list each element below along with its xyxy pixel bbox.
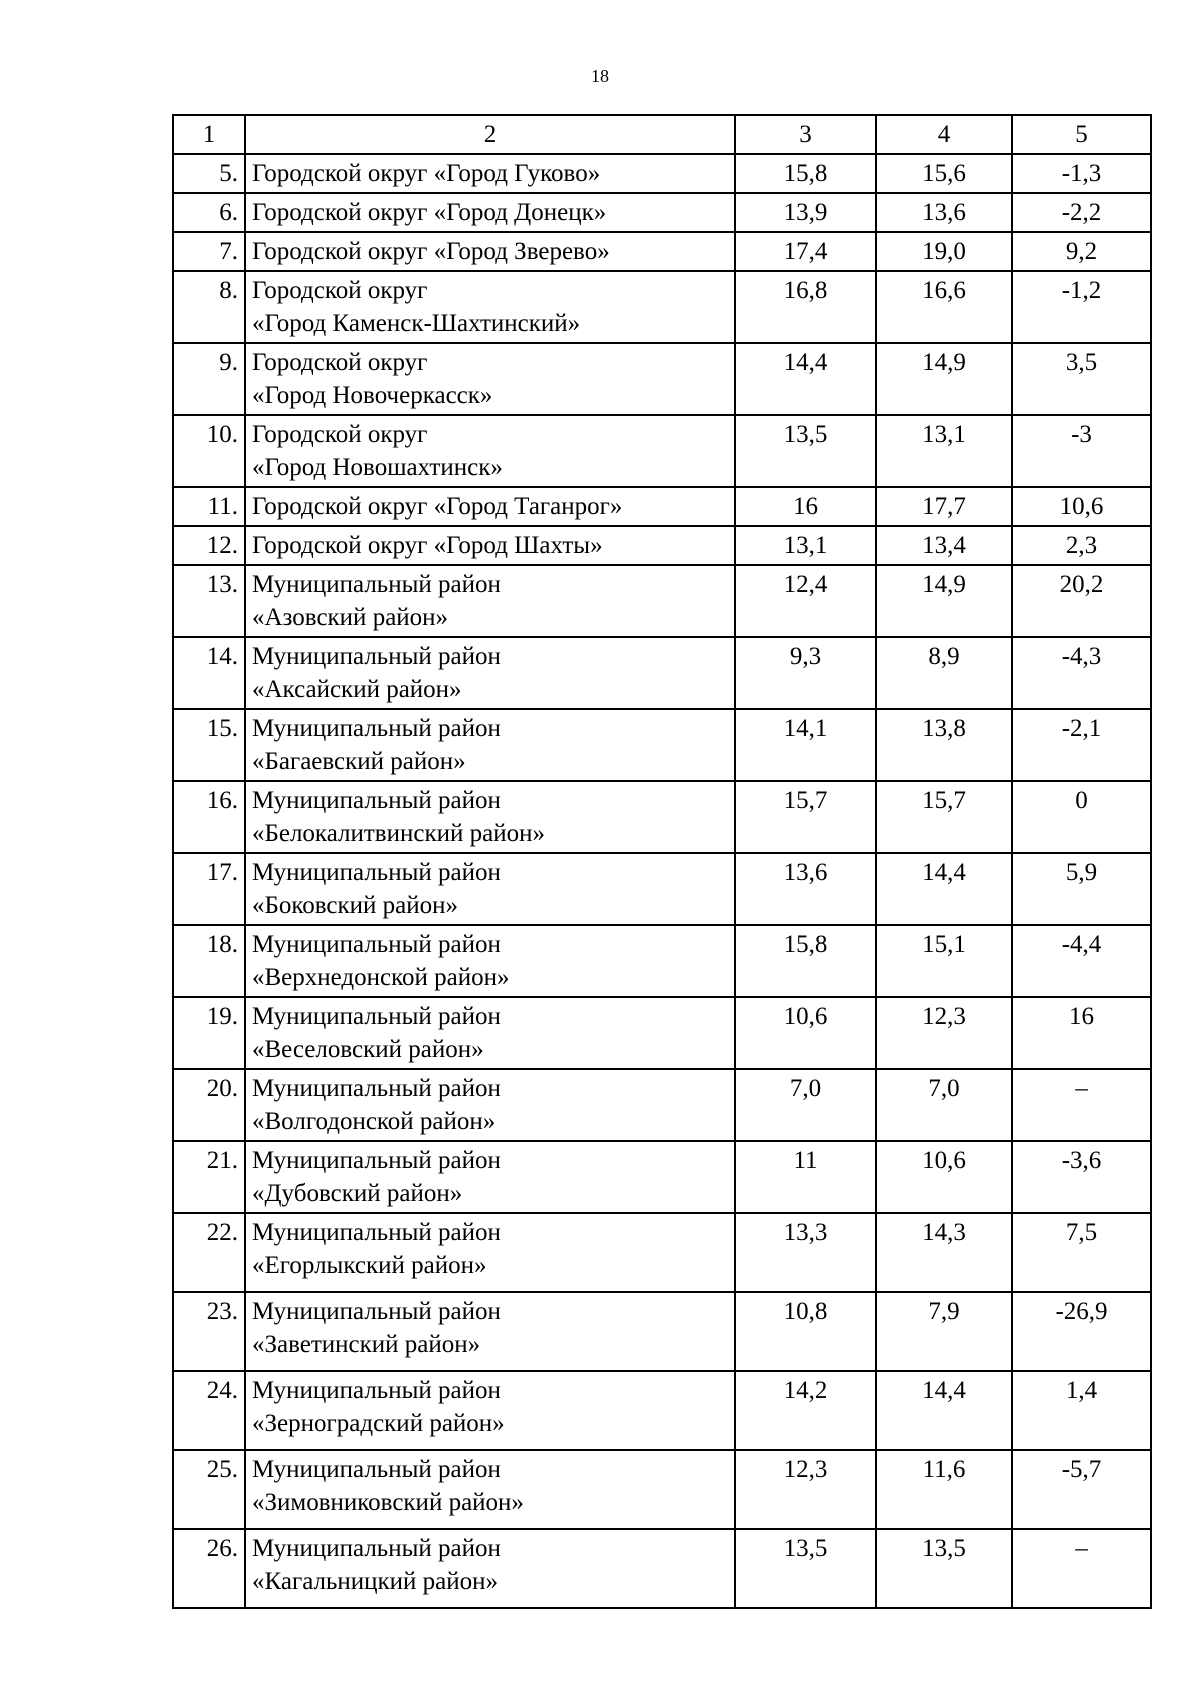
municipality-name-line: «Город Новошахтинск» <box>252 454 503 481</box>
value-cell-col5: 1,4 <box>1012 1371 1151 1450</box>
table-row <box>173 709 1151 781</box>
municipality-name-cell <box>245 193 735 232</box>
municipality-name-line: «Заветинский район» <box>252 1331 481 1358</box>
value-cell-col5: -1,2 <box>1012 271 1151 343</box>
value-cell-col4: 12,3 <box>876 997 1012 1069</box>
table-row <box>173 565 1151 637</box>
value-cell-col5: -3 <box>1012 415 1151 487</box>
municipality-name-cell <box>245 1069 735 1141</box>
table-row <box>173 997 1151 1069</box>
table-row <box>173 781 1151 853</box>
table-row <box>173 271 1151 343</box>
value-cell-col4: 19,0 <box>876 232 1012 271</box>
municipality-name-cell <box>245 565 735 637</box>
table-row <box>173 1069 1151 1141</box>
row-number-cell: 23. <box>173 1292 245 1371</box>
municipality-name-cell <box>245 925 735 997</box>
value-cell-col4: 14,3 <box>876 1213 1012 1292</box>
row-number-cell: 11. <box>173 487 245 526</box>
value-cell-col3: 9,3 <box>735 637 876 709</box>
municipality-name-line: «Егорлыкский район» <box>252 1252 487 1279</box>
table-row <box>173 526 1151 565</box>
value-cell-col5: 7,5 <box>1012 1213 1151 1292</box>
municipality-name-cell <box>245 709 735 781</box>
municipality-name-line: «Аксайский район» <box>252 676 462 703</box>
municipality-name-line: Муниципальный район <box>252 643 501 670</box>
row-number-cell: 22. <box>173 1213 245 1292</box>
value-cell-col4: 14,9 <box>876 565 1012 637</box>
value-cell-col5: 0 <box>1012 781 1151 853</box>
municipality-name-line: Городской округ <box>252 349 428 376</box>
row-number-cell: 7. <box>173 232 245 271</box>
value-cell-col4: 15,1 <box>876 925 1012 997</box>
municipality-name-line: «Волгодонской район» <box>252 1108 496 1135</box>
value-cell-col3: 12,4 <box>735 565 876 637</box>
value-cell-col4: 13,8 <box>876 709 1012 781</box>
municipality-name-line: Городской округ «Город Шахты» <box>252 532 603 559</box>
table-row <box>173 154 1151 193</box>
value-cell-col5: -1,3 <box>1012 154 1151 193</box>
value-cell-col5: -2,2 <box>1012 193 1151 232</box>
municipality-name-cell <box>245 1371 735 1450</box>
municipality-name-line: Городской округ <box>252 421 428 448</box>
value-cell-col3: 13,5 <box>735 415 876 487</box>
value-cell-col3: 12,3 <box>735 1450 876 1529</box>
municipality-name-line: «Белокалитвинский район» <box>252 820 545 847</box>
value-cell-col5: – <box>1012 1529 1151 1608</box>
municipality-name-line: Муниципальный район <box>252 859 501 886</box>
value-cell-col3: 7,0 <box>735 1069 876 1141</box>
value-cell-col4: 15,6 <box>876 154 1012 193</box>
value-cell-col5: -4,4 <box>1012 925 1151 997</box>
row-number-cell: 18. <box>173 925 245 997</box>
header-cell-3: 3 <box>735 115 876 154</box>
value-cell-col4: 14,4 <box>876 1371 1012 1450</box>
municipality-name-cell <box>245 1450 735 1529</box>
value-cell-col4: 15,7 <box>876 781 1012 853</box>
value-cell-col5: -5,7 <box>1012 1450 1151 1529</box>
row-number-cell: 15. <box>173 709 245 781</box>
municipality-name-cell <box>245 1213 735 1292</box>
municipality-name-line: «Город Новочеркасск» <box>252 382 493 409</box>
page-number: 18 <box>591 66 609 86</box>
municipality-name-line: «Боковский район» <box>252 892 458 919</box>
value-cell-col3: 10,8 <box>735 1292 876 1371</box>
municipality-name-line: «Зимовниковский район» <box>252 1489 524 1516</box>
table-row <box>173 637 1151 709</box>
municipality-name-cell <box>245 1292 735 1371</box>
municipality-name-cell <box>245 853 735 925</box>
value-cell-col5: -3,6 <box>1012 1141 1151 1213</box>
value-cell-col3: 14,4 <box>735 343 876 415</box>
municipality-name-line: Муниципальный район <box>252 1298 501 1325</box>
row-number-cell: 14. <box>173 637 245 709</box>
value-cell-col5: 3,5 <box>1012 343 1151 415</box>
table-header-row <box>173 115 1151 154</box>
municipality-name-line: Муниципальный район <box>252 1219 501 1246</box>
municipality-name-cell <box>245 1529 735 1608</box>
value-cell-col5: – <box>1012 1069 1151 1141</box>
row-number-cell: 9. <box>173 343 245 415</box>
municipality-name-cell <box>245 487 735 526</box>
municipality-name-cell <box>245 154 735 193</box>
value-cell-col5: 9,2 <box>1012 232 1151 271</box>
municipality-name-line: Муниципальный район <box>252 1003 501 1030</box>
municipality-name-line: Муниципальный район <box>252 1456 501 1483</box>
value-cell-col3: 13,6 <box>735 853 876 925</box>
municipality-name-line: Муниципальный район <box>252 1147 501 1174</box>
municipality-name-line: Муниципальный район <box>252 931 501 958</box>
value-cell-col3: 17,4 <box>735 232 876 271</box>
table-row <box>173 1371 1151 1450</box>
value-cell-col4: 11,6 <box>876 1450 1012 1529</box>
value-cell-col5: -2,1 <box>1012 709 1151 781</box>
municipality-name-cell <box>245 415 735 487</box>
municipality-name-line: Муниципальный район <box>252 571 501 598</box>
municipality-name-cell <box>245 1141 735 1213</box>
row-number-cell: 21. <box>173 1141 245 1213</box>
table-row <box>173 415 1151 487</box>
value-cell-col3: 10,6 <box>735 997 876 1069</box>
value-cell-col5: 16 <box>1012 997 1151 1069</box>
municipality-name-line: «Кагальницкий район» <box>252 1568 499 1595</box>
municipality-name-line: Городской округ «Город Зверево» <box>252 238 610 265</box>
table-row <box>173 853 1151 925</box>
municipality-name-line: «Азовский район» <box>252 604 449 631</box>
row-number-cell: 26. <box>173 1529 245 1608</box>
row-number-cell: 19. <box>173 997 245 1069</box>
municipality-name-line: Муниципальный район <box>252 1535 501 1562</box>
municipality-name-line: Муниципальный район <box>252 787 501 814</box>
value-cell-col3: 13,3 <box>735 1213 876 1292</box>
value-cell-col3: 15,8 <box>735 154 876 193</box>
row-number-cell: 16. <box>173 781 245 853</box>
municipality-name-line: «Дубовский район» <box>252 1180 463 1207</box>
value-cell-col4: 13,6 <box>876 193 1012 232</box>
header-cell-5: 5 <box>1012 115 1151 154</box>
table-row <box>173 1292 1151 1371</box>
value-cell-col3: 14,2 <box>735 1371 876 1450</box>
value-cell-col5: 5,9 <box>1012 853 1151 925</box>
row-number-cell: 12. <box>173 526 245 565</box>
municipality-name-line: Муниципальный район <box>252 1377 501 1404</box>
municipality-name-cell <box>245 343 735 415</box>
value-cell-col4: 14,4 <box>876 853 1012 925</box>
value-cell-col3: 11 <box>735 1141 876 1213</box>
value-cell-col3: 15,8 <box>735 925 876 997</box>
value-cell-col4: 17,7 <box>876 487 1012 526</box>
municipality-name-line: Городской округ «Город Гуково» <box>252 160 601 187</box>
value-cell-col3: 13,1 <box>735 526 876 565</box>
municipality-name-cell <box>245 232 735 271</box>
value-cell-col5: -4,3 <box>1012 637 1151 709</box>
row-number-cell: 10. <box>173 415 245 487</box>
row-number-cell: 24. <box>173 1371 245 1450</box>
municipality-name-line: Городской округ <box>252 277 428 304</box>
value-cell-col4: 7,9 <box>876 1292 1012 1371</box>
row-number-cell: 13. <box>173 565 245 637</box>
table-row <box>173 1213 1151 1292</box>
municipality-name-line: «Веселовский район» <box>252 1036 484 1063</box>
municipality-name-line: «Зерноградский район» <box>252 1410 505 1437</box>
table-row <box>173 1450 1151 1529</box>
municipality-name-cell <box>245 997 735 1069</box>
value-cell-col4: 13,1 <box>876 415 1012 487</box>
value-cell-col3: 13,5 <box>735 1529 876 1608</box>
table-row <box>173 343 1151 415</box>
header-cell-1: 1 <box>173 115 245 154</box>
row-number-cell: 20. <box>173 1069 245 1141</box>
value-cell-col4: 13,4 <box>876 526 1012 565</box>
value-cell-col3: 14,1 <box>735 709 876 781</box>
value-cell-col4: 16,6 <box>876 271 1012 343</box>
table-row <box>173 925 1151 997</box>
table-row <box>173 232 1151 271</box>
municipality-name-cell <box>245 271 735 343</box>
row-number-cell: 5. <box>173 154 245 193</box>
municipality-name-line: Городской округ «Город Донецк» <box>252 199 607 226</box>
municipality-name-cell <box>245 781 735 853</box>
table-row <box>173 487 1151 526</box>
municipality-name-cell <box>245 637 735 709</box>
value-cell-col3: 16 <box>735 487 876 526</box>
row-number-cell: 17. <box>173 853 245 925</box>
municipality-name-cell <box>245 526 735 565</box>
data-table <box>172 114 1152 1609</box>
municipality-name-line: «Верхнедонской район» <box>252 964 510 991</box>
value-cell-col4: 13,5 <box>876 1529 1012 1608</box>
header-cell-4: 4 <box>876 115 1012 154</box>
value-cell-col3: 16,8 <box>735 271 876 343</box>
municipality-name-line: Муниципальный район <box>252 715 501 742</box>
header-cell-2: 2 <box>245 115 735 154</box>
table-row <box>173 193 1151 232</box>
table-row <box>173 1141 1151 1213</box>
value-cell-col5: 20,2 <box>1012 565 1151 637</box>
row-number-cell: 6. <box>173 193 245 232</box>
value-cell-col3: 13,9 <box>735 193 876 232</box>
value-cell-col5: 10,6 <box>1012 487 1151 526</box>
row-number-cell: 25. <box>173 1450 245 1529</box>
municipality-name-line: «Багаевский район» <box>252 748 466 775</box>
value-cell-col5: 2,3 <box>1012 526 1151 565</box>
value-cell-col4: 10,6 <box>876 1141 1012 1213</box>
municipality-name-line: «Город Каменск-Шахтинский» <box>252 310 581 337</box>
municipality-name-line: Муниципальный район <box>252 1075 501 1102</box>
value-cell-col5: -26,9 <box>1012 1292 1151 1371</box>
value-cell-col3: 15,7 <box>735 781 876 853</box>
table-body <box>173 115 1151 1608</box>
value-cell-col4: 7,0 <box>876 1069 1012 1141</box>
table-row <box>173 1529 1151 1608</box>
value-cell-col4: 14,9 <box>876 343 1012 415</box>
municipality-name-line: Городской округ «Город Таганрог» <box>252 493 623 520</box>
row-number-cell: 8. <box>173 271 245 343</box>
value-cell-col4: 8,9 <box>876 637 1012 709</box>
